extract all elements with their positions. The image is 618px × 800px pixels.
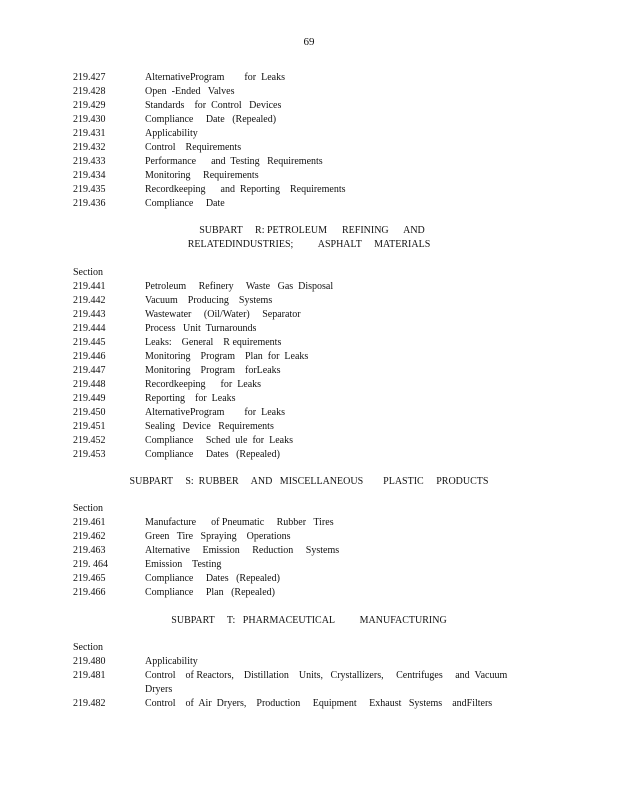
section-title: Green Tire Spraying Operations	[145, 531, 291, 542]
section-number: 219.447	[73, 365, 106, 376]
section-title: Monitoring Requirements	[145, 170, 259, 181]
section-title: Compliance Date (Repealed)	[145, 114, 277, 125]
section-number: 219.434	[73, 170, 106, 181]
section-number: 219.465	[73, 573, 106, 584]
subpart-heading-continuation: RELATEDINDUSTRIES; ASPHALT MATERIALS	[187, 239, 431, 250]
page-number: 69	[303, 36, 315, 48]
section-number: 219.466	[73, 587, 106, 598]
section-title: Control Requirements	[145, 142, 242, 153]
section-title: Process Unit Turnarounds	[145, 323, 257, 334]
section-label: Section	[73, 267, 103, 278]
section-number: 219.435	[73, 184, 106, 195]
section-number: 219. 464	[73, 559, 108, 570]
section-number: 219.482	[73, 698, 106, 709]
section-number: 219.449	[73, 393, 106, 404]
section-number: 219.433	[73, 156, 106, 167]
section-title: Sealing Device Requirements	[145, 421, 274, 432]
section-title: Compliance Dates (Repealed)	[145, 449, 280, 460]
section-title: Manufacture of Pneumatic Rubber Tires	[145, 517, 334, 528]
section-title: Monitoring Program Plan for Leaks	[145, 351, 309, 362]
section-number: 219.427	[73, 72, 106, 83]
section-title: Performance and Testing Requirements	[145, 156, 323, 167]
section-title: Leaks: General R equirements	[145, 337, 282, 348]
section-title: Vacuum Producing Systems	[145, 295, 273, 306]
section-number: 219.463	[73, 545, 106, 556]
section-title: Standards for Control Devices	[145, 100, 282, 111]
section-number: 219.444	[73, 323, 106, 334]
section-title: Recordkeeping and Reporting Requirements	[145, 184, 346, 195]
section-title: Wastewater (Oil/Water) Separator	[145, 309, 301, 320]
section-number: 219.450	[73, 407, 106, 418]
section-number: 219.453	[73, 449, 106, 460]
section-number: 219.445	[73, 337, 106, 348]
section-title: Control of Reactors, Distillation Units, Crystallizers, Centrifuges and Vacuum	[145, 670, 508, 681]
section-number: 219.436	[73, 198, 106, 209]
section-number: 219.452	[73, 435, 106, 446]
section-number: 219.480	[73, 656, 106, 667]
section-label: Section	[73, 642, 103, 653]
section-number: 219.451	[73, 421, 106, 432]
section-title: Applicability	[145, 128, 198, 139]
section-number: 219.481	[73, 670, 106, 681]
section-title: Emission Testing	[145, 559, 222, 570]
section-number: 219.431	[73, 128, 106, 139]
section-title: Control of Air Dryers, Production Equipment Exhaust Systems andFilters	[145, 698, 493, 709]
section-title: Petroleum Refinery Waste Gas Disposal	[145, 281, 334, 292]
section-title: AlternativeProgram for Leaks	[145, 72, 285, 83]
section-number: 219.443	[73, 309, 106, 320]
subpart-heading: SUBPART R: PETROLEUM REFINING AND	[199, 225, 425, 236]
section-title: Alternative Emission Reduction Systems	[145, 545, 340, 556]
section-title: Monitoring Program forLeaks	[145, 365, 281, 376]
section-label: Section	[73, 503, 103, 514]
section-title-continuation: Dryers	[145, 684, 173, 695]
subpart-heading: SUBPART S: RUBBER AND MISCELLANEOUS PLASTIC PRODUCTS	[129, 476, 489, 487]
section-title: Recordkeeping for Leaks	[145, 379, 262, 390]
section-title: Applicability	[145, 656, 198, 667]
section-title: Compliance Sched ule for Leaks	[145, 435, 294, 446]
section-number: 219.448	[73, 379, 106, 390]
section-number: 219.462	[73, 531, 106, 542]
section-title: Reporting for Leaks	[145, 393, 236, 404]
section-number: 219.432	[73, 142, 106, 153]
section-number: 219.442	[73, 295, 106, 306]
section-number: 219.461	[73, 517, 106, 528]
section-number: 219.428	[73, 86, 106, 97]
section-title: AlternativeProgram for Leaks	[145, 407, 285, 418]
section-number: 219.430	[73, 114, 106, 125]
section-number: 219.441	[73, 281, 106, 292]
section-number: 219.446	[73, 351, 106, 362]
subpart-heading: SUBPART T: PHARMACEUTICAL MANUFACTURING	[171, 615, 447, 626]
section-title: Compliance Date	[145, 198, 225, 209]
section-number: 219.429	[73, 100, 106, 111]
section-title: Compliance Dates (Repealed)	[145, 573, 280, 584]
section-title: Open -Ended Valves	[145, 86, 235, 97]
section-title: Compliance Plan (Repealed)	[145, 587, 275, 598]
